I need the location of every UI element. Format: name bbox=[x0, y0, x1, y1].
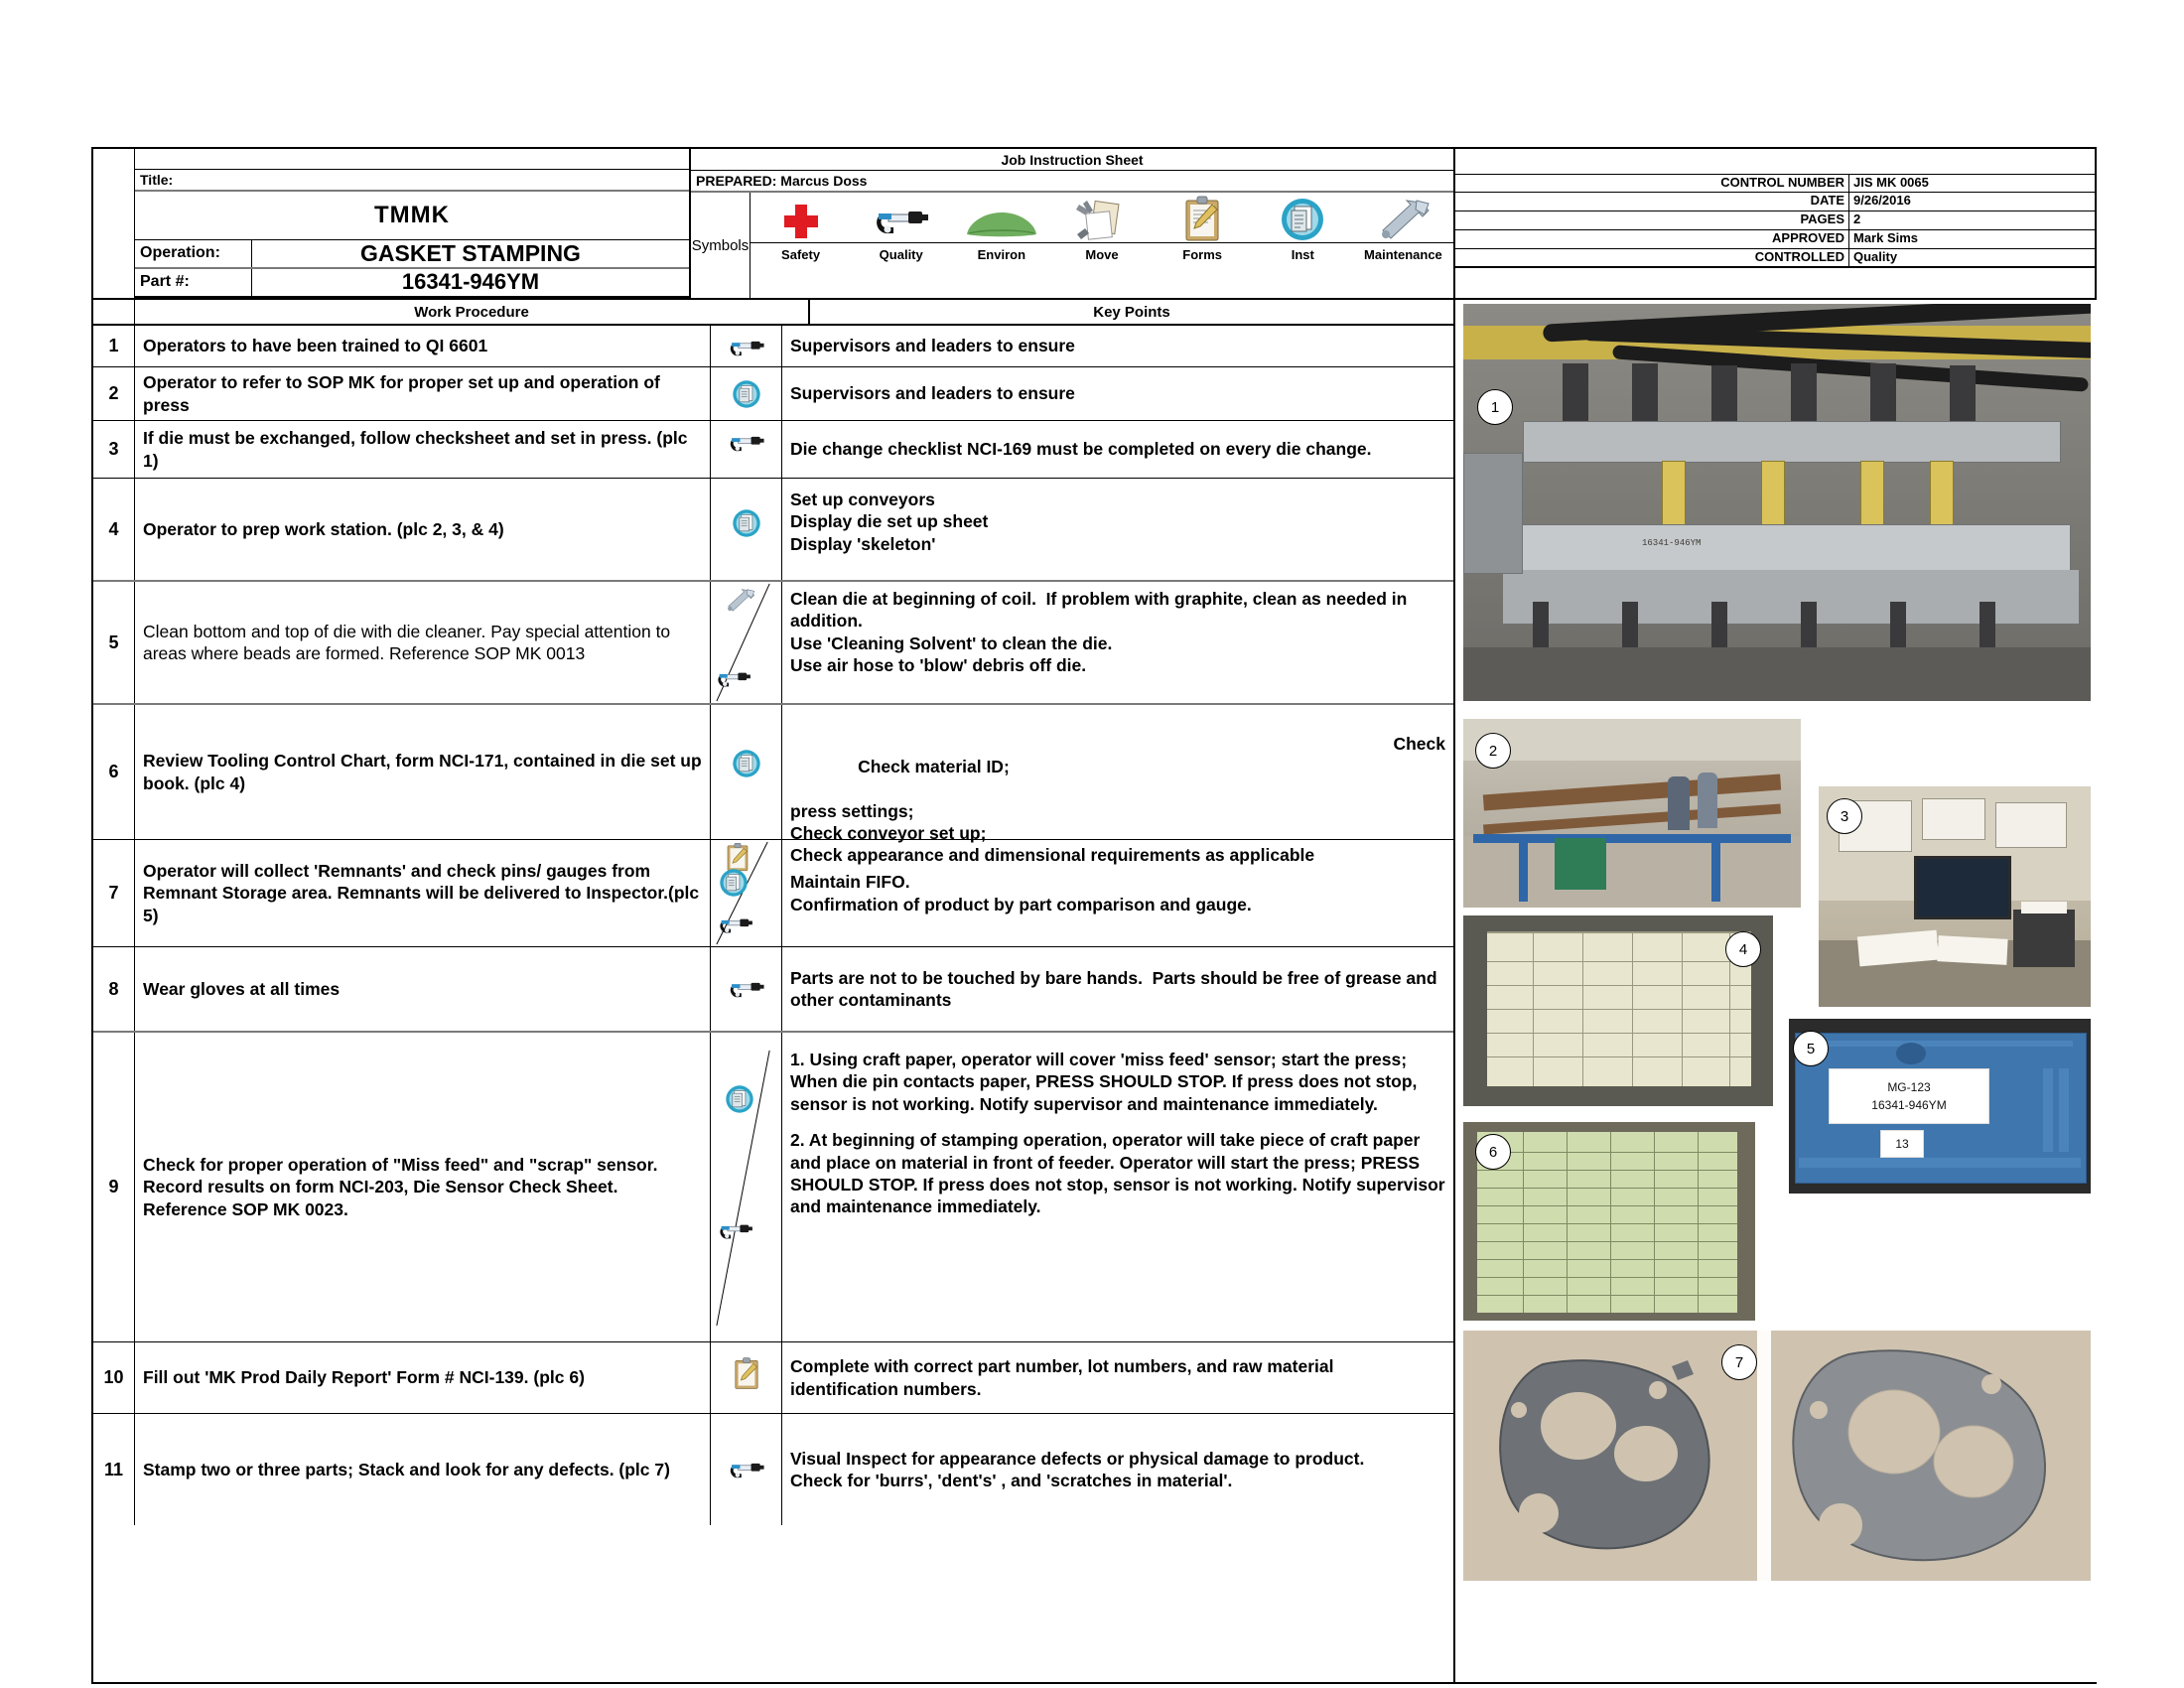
step-symbols bbox=[711, 1033, 782, 1341]
micrometer-icon bbox=[711, 977, 781, 1003]
control-row-date bbox=[1455, 193, 2097, 211]
key-point-line: Display 'skeleton' bbox=[790, 533, 936, 554]
photo-stamping-press bbox=[1463, 304, 2091, 701]
step-procedure: Operators to have been trained to QI 6601 bbox=[135, 326, 711, 366]
key-point-line: Check conveyor set up; bbox=[790, 822, 987, 843]
step-key-points bbox=[782, 840, 1453, 946]
symbol-name-quality: Quality bbox=[879, 247, 923, 262]
part-label: Part #: bbox=[135, 269, 252, 296]
key-point-line: 2. At beginning of stamping operation, operator will take piece of craft paper and place on material in front of feeder. Operator will start the press; PRESS SHOULD STOP. If press does not stop, sensor is not working. Notify supervisor and maintenance immediately. bbox=[790, 1130, 1450, 1217]
micrometer-icon bbox=[711, 667, 785, 692]
bin-label-part-family: MG-123 bbox=[1887, 1080, 1931, 1094]
step-key-points bbox=[782, 1342, 1453, 1413]
photo-stamped-gaskets bbox=[1463, 1331, 2091, 1581]
control-label: APPROVED bbox=[1772, 230, 1844, 245]
key-point-line: Check appearance and dimensional requirements as applicable bbox=[790, 845, 1315, 866]
step-procedure: Operator to refer to SOP MK for proper set up and operation of press bbox=[135, 367, 711, 420]
control-label: PAGES bbox=[1800, 211, 1844, 226]
step-number: 4 bbox=[93, 479, 135, 580]
micrometer-icon bbox=[711, 1458, 781, 1483]
step-procedure: Fill out 'MK Prod Daily Report' Form # NCI-139. (plc 6) bbox=[135, 1342, 711, 1413]
gasket-part-left bbox=[1483, 1350, 1741, 1561]
table-row bbox=[93, 705, 1453, 866]
step-key-points bbox=[782, 705, 1453, 866]
procedure-rows bbox=[93, 326, 1453, 1682]
instruction-document-icon bbox=[1280, 197, 1325, 242]
header-number-gutter bbox=[93, 149, 135, 298]
key-point-right-note: Check bbox=[1393, 734, 1445, 755]
step-procedure: Stamp two or three parts; Stack and look for any defects. (plc 7) bbox=[135, 1414, 711, 1525]
step-key-points bbox=[782, 479, 1453, 580]
gasket-part-right bbox=[1779, 1344, 2073, 1567]
wrench-icon bbox=[711, 588, 793, 614]
control-value: Quality bbox=[1848, 249, 2097, 266]
header-blank-strip bbox=[135, 149, 689, 170]
table-row bbox=[93, 479, 1453, 582]
photo-panel bbox=[1455, 300, 2097, 1682]
step-symbols bbox=[711, 705, 782, 839]
control-value: JIS MK 0065 bbox=[1848, 175, 2097, 192]
symbol-cell-quality bbox=[851, 203, 951, 242]
photo-callout-3: 3 bbox=[1827, 798, 1862, 834]
key-point-line: Supervisors and leaders to ensure bbox=[790, 383, 1075, 404]
control-block bbox=[1455, 149, 2097, 300]
step-symbols bbox=[711, 1414, 782, 1525]
step-key-points bbox=[782, 367, 1453, 420]
column-header-key-points: Key Points bbox=[1093, 303, 1170, 321]
step-number: 9 bbox=[93, 1033, 135, 1341]
photo-callout-6: 6 bbox=[1475, 1134, 1511, 1170]
control-row-control-number bbox=[1455, 174, 2097, 193]
column-header-number bbox=[93, 300, 135, 324]
bin-label-part-number: 16341-946YM bbox=[1871, 1098, 1947, 1112]
control-value: 2 bbox=[1848, 211, 2097, 229]
operation-label: Operation: bbox=[135, 240, 252, 267]
control-value: Mark Sims bbox=[1848, 230, 2097, 248]
step-key-points bbox=[782, 421, 1453, 478]
control-row-controlled bbox=[1455, 249, 2097, 268]
table-column-headers bbox=[93, 300, 1453, 326]
key-point-line: Complete with correct part number, lot numbers, and raw material identification numbers. bbox=[790, 1356, 1339, 1399]
symbols-icon-row bbox=[751, 193, 1453, 242]
step-procedure: Check for proper operation of "Miss feed" and "scrap" sensor. Record results on form NCI-203, Die Sensor Check Sheet. Reference SOP MK 0023. bbox=[135, 1033, 711, 1341]
micrometer-icon bbox=[711, 336, 781, 361]
symbol-name-safety: Safety bbox=[781, 247, 821, 262]
micrometer-icon bbox=[873, 203, 930, 242]
right-column bbox=[1455, 149, 2097, 1682]
instruction-document-icon bbox=[711, 1084, 795, 1114]
sheet-table bbox=[91, 147, 2097, 1684]
key-point-line: Maintain FIFO. bbox=[790, 872, 910, 893]
red-cross-icon bbox=[780, 201, 822, 242]
symbol-cell-environ bbox=[951, 205, 1051, 242]
column-header-work-procedure: Work Procedure bbox=[135, 300, 810, 324]
table-row bbox=[93, 582, 1453, 705]
symbol-name-forms: Forms bbox=[1182, 247, 1222, 262]
step-symbols bbox=[711, 326, 782, 366]
table-row bbox=[93, 1342, 1453, 1414]
table-row bbox=[93, 367, 1453, 421]
photo-parts-bin bbox=[1789, 1019, 2091, 1194]
key-point-line: Use air hose to 'blow' debris off die. bbox=[790, 655, 1087, 676]
step-symbols bbox=[711, 1342, 782, 1413]
photo-callout-5: 5 bbox=[1793, 1031, 1829, 1066]
operation-row bbox=[135, 240, 689, 269]
table-row bbox=[93, 840, 1453, 947]
title-label: Title: bbox=[135, 170, 689, 192]
symbol-cell-safety bbox=[751, 201, 851, 242]
symbols-grid bbox=[751, 193, 1453, 298]
step-number: 7 bbox=[93, 840, 135, 946]
symbol-cell-inst bbox=[1253, 197, 1353, 242]
photo-callout-4: 4 bbox=[1725, 931, 1761, 967]
step-procedure: If die must be exchanged, follow checksheet and set in press. (plc 1) bbox=[135, 421, 711, 478]
company-name: TMMK bbox=[135, 192, 689, 240]
key-point-line: Set up conveyors bbox=[790, 490, 935, 509]
step-symbols bbox=[711, 582, 782, 703]
table-row bbox=[93, 1414, 1453, 1525]
instruction-document-icon bbox=[711, 868, 789, 898]
instruction-document-icon bbox=[711, 508, 781, 538]
move-tools-icon bbox=[1073, 197, 1131, 242]
green-leaf-car-icon bbox=[963, 205, 1040, 242]
photo-callout-1: 1 bbox=[1477, 389, 1513, 425]
key-point-line: Clean die at beginning of coil. If problem with graphite, clean as needed in addition. bbox=[790, 589, 1413, 632]
step-number: 8 bbox=[93, 947, 135, 1031]
key-point-gap bbox=[790, 1115, 1445, 1129]
key-point-line: 1. Using craft paper, operator will cover 'miss feed' sensor; start the press; When die pin contacts paper, PRESS SHOULD STOP. If press does not stop, sensor is not working. Notify supervisor and maintenance immediately. bbox=[790, 1050, 1423, 1114]
symbol-cell-maintenance bbox=[1353, 199, 1453, 242]
key-point-line: Confirmation of product by part comparison and gauge. bbox=[790, 894, 1252, 914]
step-number: 10 bbox=[93, 1342, 135, 1413]
step-procedure: Operator to prep work station. (plc 2, 3, & 4) bbox=[135, 479, 711, 580]
table-row bbox=[93, 326, 1453, 367]
step-number: 2 bbox=[93, 367, 135, 420]
micrometer-icon bbox=[711, 431, 781, 457]
part-value: 16341-946YM bbox=[401, 269, 540, 295]
step-symbols bbox=[711, 367, 782, 420]
symbol-cell-forms bbox=[1153, 195, 1253, 242]
prepared-by: PREPARED: Marcus Doss bbox=[691, 171, 1453, 193]
step-symbols bbox=[711, 421, 782, 478]
key-point-line: Die change checklist NCI-169 must be completed on every die change. bbox=[790, 439, 1372, 460]
step-key-points bbox=[782, 947, 1453, 1031]
step-key-points bbox=[782, 326, 1453, 366]
die-marking-text: 16341-946YM bbox=[1642, 538, 1702, 548]
instruction-document-icon bbox=[711, 749, 781, 778]
key-point-line-with-note bbox=[790, 711, 1445, 800]
photo-shop-floor bbox=[1463, 719, 1801, 908]
symbol-name-inst: Inst bbox=[1291, 247, 1314, 262]
clipboard-pencil-icon bbox=[711, 1356, 781, 1390]
step-number: 1 bbox=[93, 326, 135, 366]
table-row bbox=[93, 1033, 1453, 1342]
step-number: 6 bbox=[93, 705, 135, 839]
instruction-document-icon bbox=[711, 379, 781, 409]
symbols-label: Symbols bbox=[691, 193, 751, 298]
sheet-header bbox=[93, 149, 1453, 300]
key-point-line: press settings; bbox=[790, 800, 914, 821]
step-symbols bbox=[711, 840, 782, 946]
symbol-name-environ: Environ bbox=[977, 247, 1026, 262]
header-title-block bbox=[135, 149, 691, 298]
step-key-points bbox=[782, 1033, 1453, 1341]
part-row bbox=[135, 269, 689, 298]
symbol-cell-move bbox=[1051, 197, 1152, 242]
symbols-legend bbox=[691, 193, 1453, 298]
key-point-line: Parts are not to be touched by bare hands. Parts should be free of grease and other contaminants bbox=[790, 967, 1442, 1010]
micrometer-icon bbox=[711, 1219, 787, 1244]
key-point-line: Visual Inspect for appearance defects or physical damage to product. bbox=[790, 1448, 1365, 1469]
form-title: Job Instruction Sheet bbox=[691, 149, 1453, 171]
bin-label bbox=[1829, 1068, 1989, 1124]
photo-callout-2: 2 bbox=[1475, 733, 1511, 769]
control-label: DATE bbox=[1810, 193, 1844, 208]
bin-label-quantity: 13 bbox=[1880, 1130, 1924, 1158]
key-point-line: Use 'Cleaning Solvent' to clean the die. bbox=[790, 633, 1113, 653]
step-number: 5 bbox=[93, 582, 135, 703]
key-point-text: Check material ID; bbox=[858, 756, 1010, 776]
step-symbols bbox=[711, 947, 782, 1031]
symbol-divider-line bbox=[711, 1033, 781, 1341]
step-procedure: Clean bottom and top of die with die cleaner. Pay special attention to areas where beads are formed. Reference SOP MK 0013 bbox=[135, 582, 711, 703]
key-point-line: Supervisors and leaders to ensure bbox=[790, 336, 1075, 356]
control-row-approved bbox=[1455, 230, 2097, 249]
symbols-name-row bbox=[751, 242, 1453, 270]
step-key-points bbox=[782, 582, 1453, 703]
symbol-name-maintenance: Maintenance bbox=[1364, 247, 1442, 262]
operation-value: GASKET STAMPING bbox=[360, 239, 581, 266]
key-point-line: Check for 'burrs', 'dent's' , and 'scratches in material'. bbox=[790, 1471, 1233, 1490]
symbol-name-move: Move bbox=[1085, 247, 1119, 262]
control-row-pages bbox=[1455, 211, 2097, 230]
control-label: CONTROL NUMBER bbox=[1720, 175, 1844, 190]
control-label: CONTROLLED bbox=[1754, 249, 1844, 264]
step-procedure: Review Tooling Control Chart, form NCI-171, contained in die set up book. (plc 4) bbox=[135, 705, 711, 839]
key-point-line: Display die set up sheet bbox=[790, 511, 989, 532]
photo-callout-7: 7 bbox=[1721, 1344, 1757, 1380]
control-value: 9/26/2016 bbox=[1848, 193, 2097, 211]
table-row bbox=[93, 947, 1453, 1033]
micrometer-icon bbox=[711, 914, 787, 938]
step-key-points bbox=[782, 1414, 1453, 1525]
wrench-icon bbox=[1373, 199, 1433, 242]
step-number: 11 bbox=[93, 1414, 135, 1525]
left-column bbox=[93, 149, 1455, 1682]
step-number: 3 bbox=[93, 421, 135, 478]
clipboard-pencil-icon bbox=[1182, 195, 1222, 242]
step-procedure: Operator will collect 'Remnants' and check pins/ gauges from Remnant Storage area. Remnants will be delivered to Inspector.(plc 5) bbox=[135, 840, 711, 946]
table-row bbox=[93, 421, 1453, 479]
step-symbols bbox=[711, 479, 782, 580]
step-procedure: Wear gloves at all times bbox=[135, 947, 711, 1031]
header-symbols-block bbox=[691, 149, 1453, 298]
